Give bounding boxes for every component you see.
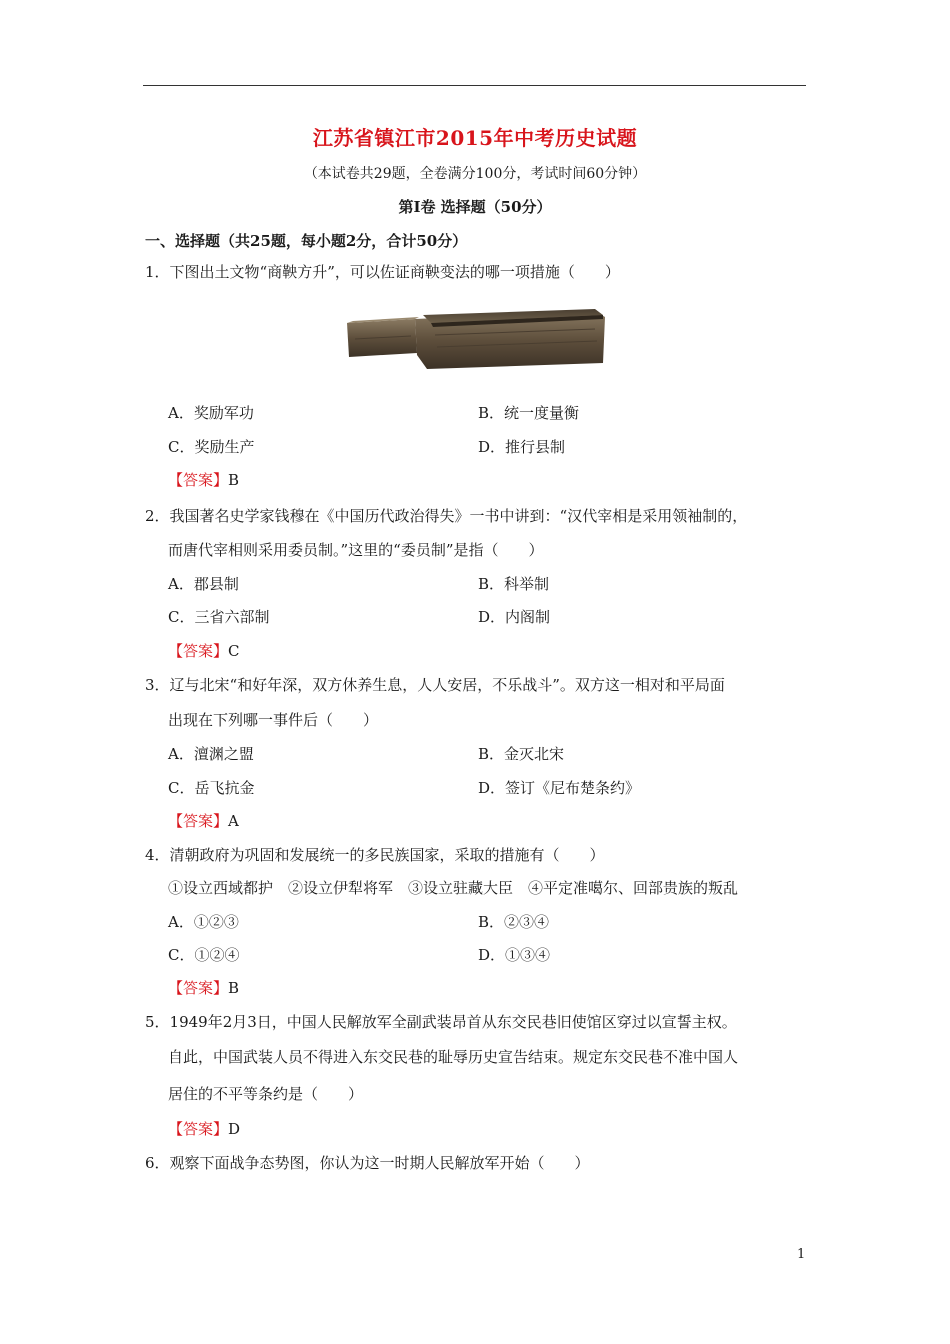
question-2-option-a: A．郡县制 bbox=[168, 575, 239, 593]
question-2-answer bbox=[168, 641, 240, 661]
answer-tag: 【答案】 bbox=[168, 812, 229, 830]
question-3-stem: 3．辽与北宋“和好年深，双方休养生息，人人安居，不乐战斗”。双方这一相对和平局面 bbox=[145, 676, 725, 694]
answer-value: C bbox=[228, 642, 240, 660]
question-2-option-b: B．科举制 bbox=[478, 575, 550, 593]
page-title: 江苏省镇江市2015年中考历史试题 bbox=[312, 126, 638, 150]
question-5-stem-continued-2: 居住的不平等条约是（ ） bbox=[168, 1085, 364, 1103]
question-5-stem-continued: 自此，中国武装人员不得进入东交民巷的耻辱历史宣告结束。规定东交民巷不准中国人 bbox=[168, 1048, 739, 1066]
header-rule bbox=[143, 85, 806, 86]
question-4-items: ①设立西域都护 ②设立伊犁将军 ③设立驻藏大臣 ④平定准噶尔、回部贵族的叛乱 bbox=[168, 879, 739, 897]
answer-value: B bbox=[228, 471, 240, 489]
question-4-option-a: A．①②③ bbox=[168, 913, 239, 931]
question-1-option-c: C．奖励生产 bbox=[168, 438, 255, 456]
exam-info: （本试卷共29题，全卷满分100分，考试时间60分钟） bbox=[303, 166, 647, 182]
question-5-answer bbox=[168, 1119, 240, 1139]
question-3-option-d: D．签订《尼布楚条约》 bbox=[478, 779, 641, 797]
answer-tag: 【答案】 bbox=[168, 471, 229, 489]
section-heading: 第Ⅰ卷 选择题（50分） bbox=[398, 198, 552, 216]
answer-tag: 【答案】 bbox=[168, 1120, 229, 1138]
question-3-stem-continued: 出现在下列哪一事件后（ ） bbox=[168, 711, 379, 729]
question-1-option-b: B．统一度量衡 bbox=[478, 404, 580, 422]
question-2-option-c: C．三省六部制 bbox=[168, 608, 270, 626]
question-1-option-d: D．推行县制 bbox=[478, 438, 566, 456]
question-2-option-d: D．内阁制 bbox=[478, 608, 551, 626]
question-1-option-a: A．奖励军功 bbox=[168, 404, 254, 422]
question-1-answer bbox=[168, 470, 239, 490]
page-number: 1 bbox=[797, 1247, 806, 1262]
question-4-answer bbox=[168, 978, 239, 998]
question-3-option-b: B．金灭北宋 bbox=[478, 745, 565, 763]
question-3-option-a: A．澶渊之盟 bbox=[168, 745, 254, 763]
shang-yang-measure-image bbox=[345, 305, 607, 371]
question-4-stem: 4．清朝政府为巩固和发展统一的多民族国家，采取的措施有（ ） bbox=[145, 846, 605, 864]
question-5-stem: 5．1949年2月3日，中国人民解放军全副武装昂首从东交民巷旧使馆区穿过以宣誓主权。 bbox=[145, 1013, 737, 1031]
question-6-stem: 6．观察下面战争态势图，你认为这一时期人民解放军开始（ ） bbox=[145, 1154, 590, 1172]
answer-value: A bbox=[228, 812, 239, 830]
question-1-stem: 1．下图出土文物“商鞅方升”，可以佐证商鞅变法的哪一项措施（ ） bbox=[145, 263, 620, 281]
question-3-option-c: C．岳飞抗金 bbox=[168, 779, 255, 797]
question-2-stem-continued: 而唐代宰相则采用委员制。”这里的“委员制”是指（ ） bbox=[168, 541, 544, 559]
question-4-option-d: D．①③④ bbox=[478, 946, 551, 964]
question-4-option-b: B．②③④ bbox=[478, 913, 550, 931]
question-3-answer bbox=[168, 811, 239, 831]
part-heading: 一、选择题（共25题，每小题2分，合计50分） bbox=[145, 232, 468, 250]
answer-tag: 【答案】 bbox=[168, 979, 229, 997]
question-4-option-c: C．①②④ bbox=[168, 946, 240, 964]
answer-value: D bbox=[228, 1120, 241, 1138]
answer-value: B bbox=[228, 979, 240, 997]
question-2-stem: 2．我国著名史学家钱穆在《中国历代政治得失》一书中讲到：“汉代宰相是采用领袖制的， bbox=[145, 507, 748, 525]
answer-tag: 【答案】 bbox=[168, 642, 229, 660]
